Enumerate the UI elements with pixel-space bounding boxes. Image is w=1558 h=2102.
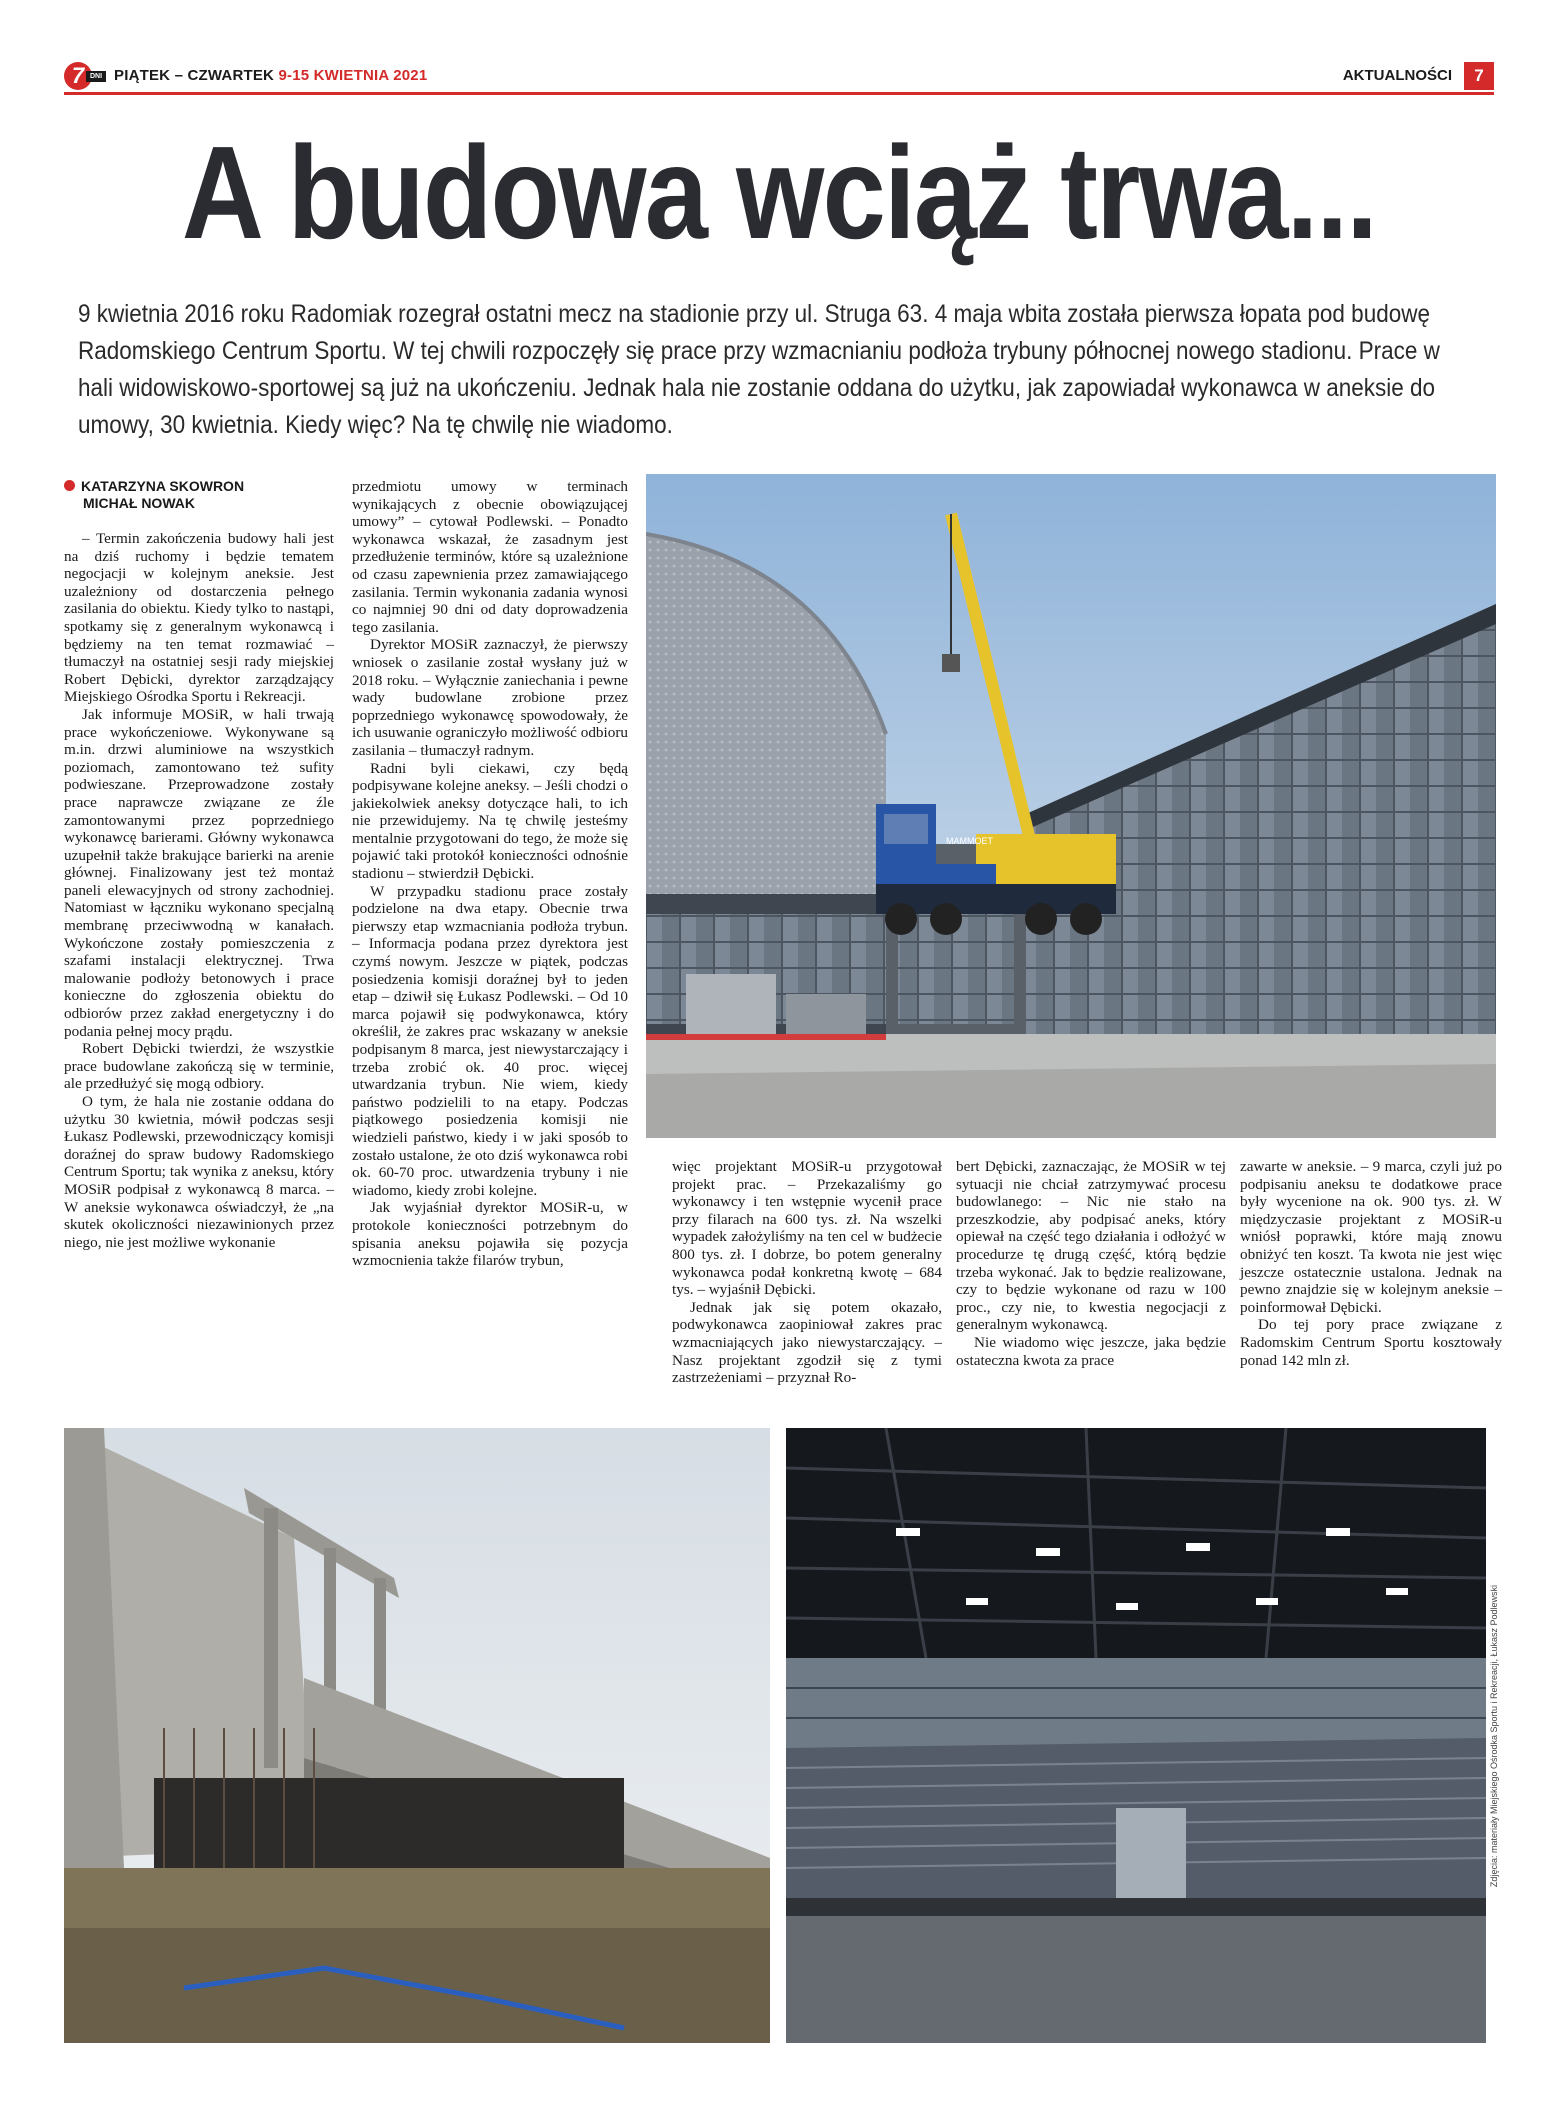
- photo-arena-interior: [786, 1428, 1486, 2043]
- header-divider: [64, 92, 1494, 95]
- stadium-stand-illustration: [64, 1428, 770, 2043]
- article-title: A budowa wciąż trwa...: [181, 119, 1377, 266]
- photo-stadium-concrete-stand: [64, 1428, 770, 2043]
- text-column-4: [956, 1158, 1226, 1369]
- logo-number: 7: [64, 62, 92, 90]
- text-column-2: [352, 478, 628, 1270]
- logo-tag: DNI: [86, 71, 106, 82]
- byline: [64, 478, 334, 512]
- paragraph: W przypadku stadionu prace zostały podzielone na dwa etapy. Obecnie trwa pierwszy etap wzmacniania podłoża trybun. – Informacja podana przez dyrektora jest czymś nowym. Jeszcze w piątek, podczas posiedzenia komisji doraźnej był to jeden etap – dziwił się Łukasz Podlewski. – Od 10 marca pojawił się podwykonawca, który określił, że zakres prac wskazany w aneksie podpisanym 8 marca, jest niewystarczający i trzeba zrobić ok. 40 proc. więcej utwardzania trybun. Nie wiem, kiedy państwo podzielili to na etapy. Podczas piątkowego posiedzenia komisji nie wiedzieli państwo, kiedy i w jaki sposób to zostało ustalone, że oto dziś wykonawca robi ok. 60-70 proc. utwardzenia trybuny i nie wiadomo, kiedy zrobi kolejne.: [352, 882, 628, 1199]
- paragraph: więc projektant MOSiR-u przygotował projekt prac. – Przekazaliśmy go wykonawcy i ten wstępnie wycenił prace przy filarach na 600 tys. zł. Na wszelki wypadek założyliśmy na ten cel w budżecie 800 tys. zł. I dobrze, bo potem generalny wykonawca podał konkretną kwotę – 684 tys. – wyjaśnił Dębicki.: [672, 1158, 942, 1299]
- crane-label: MAMMOET: [946, 836, 993, 846]
- paragraph: Jak informuje MOSiR, w hali trwają prace wykończeniowe. Wykonywane są m.in. drzwi aluminiowe na wszystkich poziomach, zamontowano też sufity podwieszane. Przeprowadzone zostały prace naprawcze związane ze źle zamontowanymi przez poprzedniego wykonawcę barierami. Główny wykonawca uzupełnił także brakujące barierki na arenie głównej. Finalizowany jest też montaż paneli elewacyjnych od strony zachodniej. Natomiast w łączniku wykonano specjalną membranę przeciwwodną w kanałach. Wykończone zostały pomieszczenia z szafami instalacji elektrycznej. Trwa malowanie podłoży betonowych i prace konieczne do zgłoszenia obiektu do odbiorów przez zakład energetyczny i do podania pełnej mocy prądu.: [64, 705, 334, 1040]
- page-number: 7: [1464, 62, 1494, 90]
- article-lead: 9 kwietnia 2016 roku Radomiak rozegrał ostatni mecz na stadionie przy ul. Struga 63. 4 maja wbita została pierwsza łopata pod budowę Radomskiego Centrum Sportu. W tej chwili rozpoczęły się prace przy wzmacnianiu podłoża trybuny północnej nowego stadionu. Prace w hali widowiskowo-sportowej są już na ukończeniu. Jednak hala nie zostanie oddana do użytku, jak zapowiadał wykonawca w aneksie do umowy, 30 kwietnia. Kiedy więc? Na tę chwilę nie wiadomo.: [78, 300, 1440, 439]
- paragraph: Jednak jak się potem okazało, podwykonawca zaopiniował zakres prac wzmacniających jako niewystarczający. – Nasz projektant zgodził się z tymi zastrzeżeniami – przyznał Ro-: [672, 1298, 942, 1387]
- page-header: [64, 62, 1494, 90]
- photo-credit: [1486, 1430, 1502, 2042]
- author-1: KATARZYNA SKOWRON: [81, 478, 245, 494]
- issue-date-range: 9-15 KWIETNIA 2021: [278, 67, 428, 84]
- arena-interior-illustration: [786, 1428, 1486, 2043]
- photo-arena-exterior-crane: [646, 474, 1496, 1138]
- photo-credit-text: Zdjęcia: materiały Miejskiego Ośrodka Sportu i Rekreacji, Łukasz Podlewski: [1489, 1584, 1499, 1888]
- text-column-5: [1240, 1158, 1502, 1369]
- paragraph: Dyrektor MOSiR zaznaczył, że pierwszy wniosek o zasilanie został wysłany już w 2018 roku. – Wyłącznie zaniechania i pewne wady budowlane zrobione przez poprzedniego wykonawcę spowodowały, że ich usuwanie ograniczyło możliwość odbioru zasilania – tłumaczył radnym.: [352, 636, 628, 759]
- section-name: AKTUALNOŚCI: [1342, 67, 1452, 84]
- text-column-3: [672, 1158, 942, 1387]
- paragraph: Jak wyjaśniał dyrektor MOSiR-u, w protokole konieczności potrzebnym do spisania aneksu pojawiła się pozycja wzmocnienia także filarów trybun,: [352, 1199, 628, 1270]
- paragraph: zawarte w aneksie. – 9 marca, czyli już po podpisaniu aneksu te dodatkowe prace były wycenione na ok. 900 tys. zł. W międzyczasie projektant z MOSiR-u wniósł poprawki, które mają znowu obniżyć ten koszt. Ta kwota nie jest więc jeszcze ostatecznie ustalona. Jednak na pewno znajdzie się w kolejnym aneksie – poinformował Dębicki.: [1240, 1158, 1502, 1316]
- paragraph: bert Dębicki, zaznaczając, że MOSiR w tej sytuacji nie chciał zatrzymywać procesu budowlanego: – Nic nie stało na przeszkodzie, aby podpisać aneks, który opiewał na część tego działania i odłożyć w procedurze tę drugą część, którą będzie trzeba wykonać. Jak to będzie realizowane, czy to będzie wykonane od razu w 100 proc., czy nie, to kwestia negocjacji z generalnym wykonawcą.: [956, 1158, 1226, 1334]
- paragraph: – Termin zakończenia budowy hali jest na dziś ruchomy i będzie tematem negocjacji w kolejnym aneksie. Jest uzależniony od dostarczenia pełnego zasilania do obiektu. Kiedy tylko to nastąpi, spotkamy się z generalnym wykonawcą i będziemy na ten temat rozmawiać – tłumaczył na ostatniej sesji rady miejskiej Robert Dębicki, dyrektor zarządzający Miejskiego Ośrodka Sportu i Rekreacji.: [64, 530, 334, 706]
- paragraph: przedmiotu umowy w terminach wynikających z obecnie obowiązującej umowy” – cytował Podlewski. – Ponadto wykonawca wskazał, że zasadnym jest przedłużenie terminów, które są uzależnione od czasu zapewnienia przez zamawiającego zasilania. Termin wykonania zadania wynosi co najmniej 90 dni od daty doprowadzenia tego zasilania.: [352, 478, 628, 636]
- paragraph: Radni byli ciekawi, czy będą podpisywane kolejne aneksy. – Jeśli chodzi o jakiekolwiek aneksy dotyczące hali, to ich nie przewidujemy. Na tę chwilę jesteśmy mentalnie przygotowani do tego, że może się pojawić taki protokół konieczności odnośnie stadionu – stwierdził Dębicki.: [352, 759, 628, 883]
- issue-date: [114, 67, 427, 85]
- text-column-1: [64, 530, 334, 1251]
- newspaper-logo: [64, 62, 106, 90]
- issue-date-prefix: PIĄTEK – CZWARTEK: [114, 67, 279, 84]
- bullet-icon: [64, 480, 75, 491]
- paragraph: Robert Dębicki twierdzi, że wszystkie prace budowlane zakończą się w terminie, ale przedłużyć się mogą odbiory.: [64, 1040, 334, 1093]
- author-2: MICHAŁ NOWAK: [83, 495, 195, 511]
- paragraph: Nie wiadomo więc jeszcze, jaka będzie ostateczna kwota za prace: [956, 1333, 1226, 1369]
- arena-exterior-illustration: [646, 474, 1496, 1138]
- paragraph: Do tej pory prace związane z Radomskim Centrum Sportu kosztowały ponad 142 mln zł.: [1240, 1316, 1502, 1369]
- paragraph: O tym, że hala nie zostanie oddana do użytku 30 kwietnia, mówił podczas sesji Łukasz Podlewski, przewodniczący komisji doraźnej do spraw budowy Radomskiego Centrum Sportu; tak wynika z aneksu, który MOSiR podpisał z wykonawcą 8 marca. – W aneksie wykonawca oświadczył, że „na skutek okoliczności niezawinionych przez niego, nie jest możliwe wykonanie: [64, 1093, 334, 1251]
